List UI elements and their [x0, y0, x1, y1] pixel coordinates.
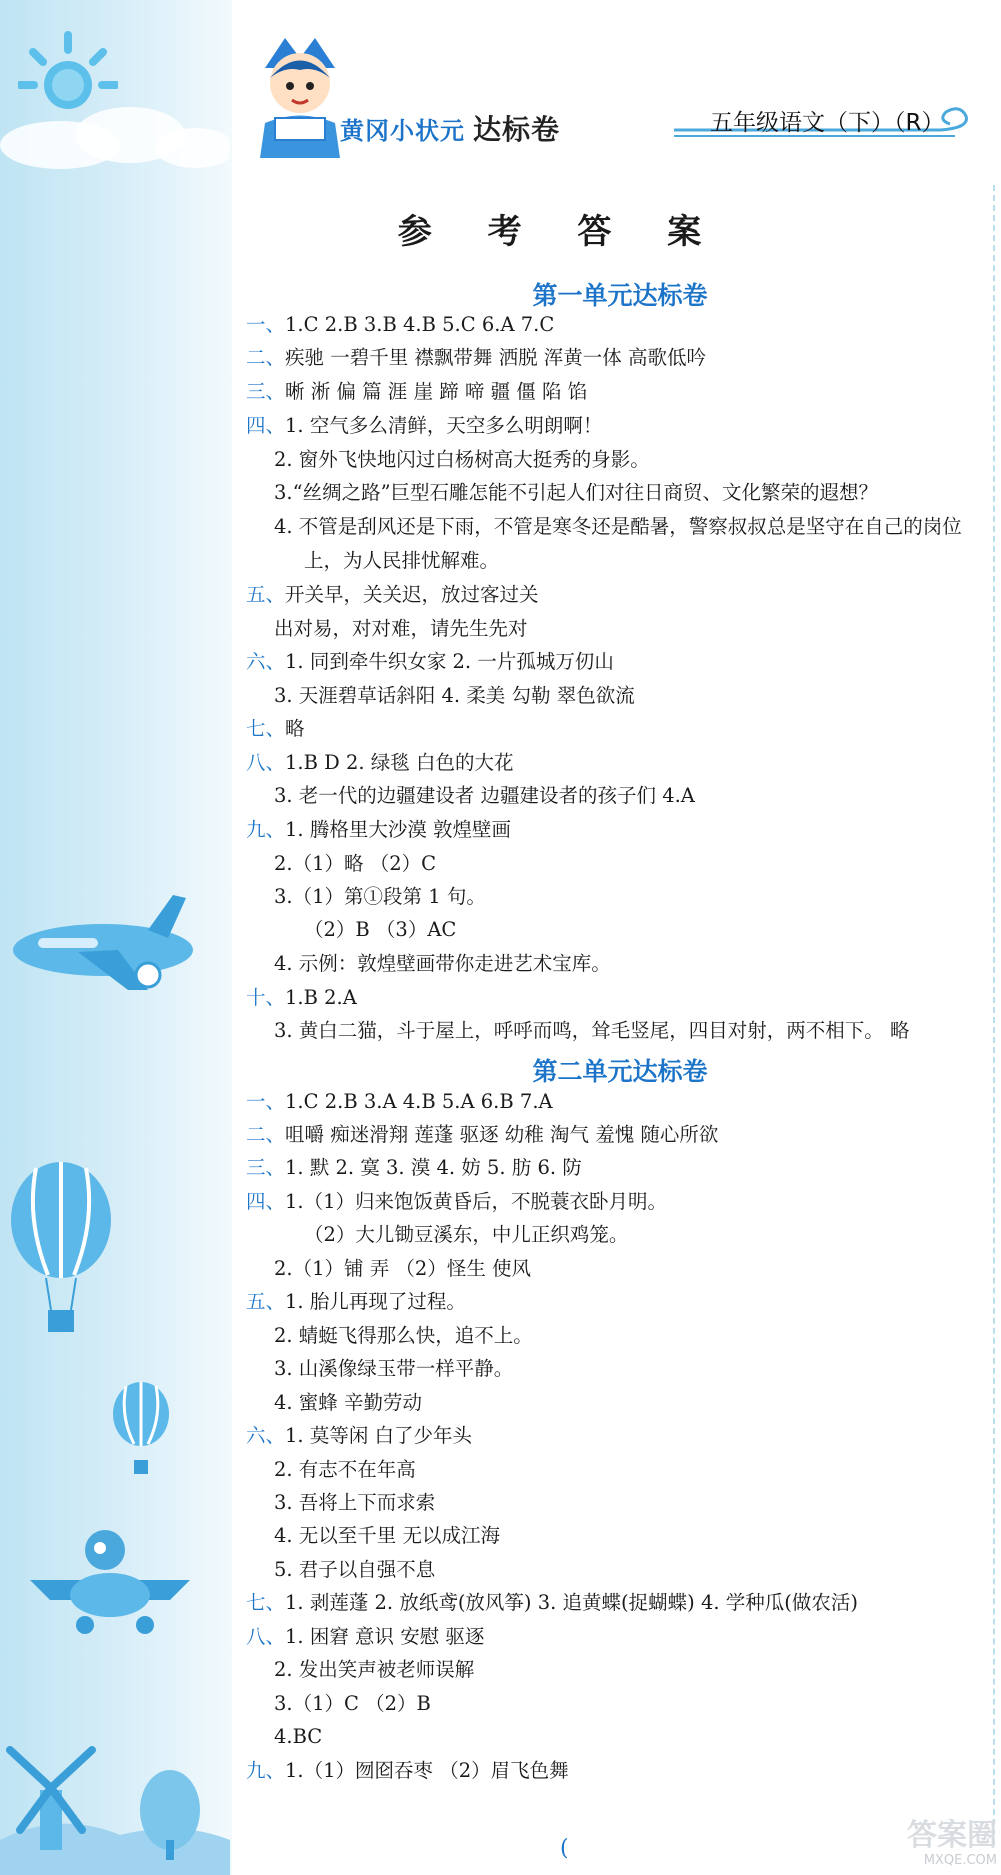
answer-line: 3.（1）第①段第 1 句。	[274, 885, 486, 908]
answer-line: 三、1. 默 2. 寞 3. 漠 4. 妨 5. 肪 6. 防	[246, 1156, 582, 1179]
answer-line: 九、1. 腾格里大沙漠 敦煌壁画	[246, 818, 512, 841]
answer-line: 十、1.B 2.A	[246, 986, 357, 1009]
page-edge-dashed-line	[993, 185, 995, 1845]
answer-line: 2.（1）略 （2）C	[274, 852, 437, 875]
answer-line: 2. 有志不在年高	[274, 1458, 416, 1481]
answer-line: 出对易，对对难，请先生先对	[274, 617, 528, 640]
windmill-landscape-icon	[0, 1730, 230, 1875]
answer-line: 二、咀嚼 痴迷滑翔 莲蓬 驱逐 幼稚 淘气 羞愧 随心所欲	[246, 1123, 719, 1146]
brand-suffix: 达标卷	[473, 113, 561, 146]
answer-line: 3. 吾将上下而求索	[274, 1491, 436, 1514]
answer-line: 五、开关早，关关迟，放过客过关	[246, 583, 539, 606]
answer-line: 五、1. 胎儿再现了过程。	[246, 1290, 466, 1313]
answer-line: 八、1.B D 2. 绿毯 白色的大花	[246, 751, 514, 774]
unit2-heading: 第二单元达标卷	[532, 1057, 708, 1086]
answer-line: 八、1. 困窘 意识 安慰 驱逐	[246, 1625, 485, 1648]
watermark-logo-text: 答案圈	[907, 1818, 997, 1853]
answer-line: 2. 蜻蜓飞得那么快，追不上。	[274, 1324, 533, 1347]
answer-line: 三、晰 淅 偏 篇 涯 崖 蹄 啼 疆 僵 陷 馅	[246, 380, 588, 403]
site-watermark	[877, 1819, 997, 1871]
answer-line: 上，为人民排忧解难。	[304, 549, 500, 572]
page-number-mark: (	[560, 1836, 569, 1861]
answer-line: 4.BC	[274, 1725, 323, 1748]
answer-line: 七、略	[246, 717, 305, 740]
page-title: 参 考 答 案	[397, 212, 724, 252]
grade-subject-label: 五年级语文（下）（R）	[710, 110, 945, 136]
answer-line: （2）大儿锄豆溪东，中儿正织鸡笼。	[304, 1223, 629, 1246]
brand-name: 黄冈小状元	[340, 117, 465, 145]
answer-line: 一、1.C 2.B 3.A 4.B 5.A 6.B 7.A	[246, 1090, 553, 1113]
cloud-icon	[0, 100, 230, 170]
answer-line: 九、1.（1）囫囵吞枣 （2）眉飞色舞	[246, 1759, 569, 1782]
answer-line: 4. 无以至千里 无以成江海	[274, 1524, 501, 1547]
toy-plane-bear-icon	[20, 1520, 200, 1640]
answer-line: 2. 发出笑声被老师误解	[274, 1658, 475, 1681]
answer-line: 4. 示例：敦煌壁画带你走进艺术宝库。	[274, 952, 611, 975]
airplane-icon	[8, 890, 208, 1000]
answer-line: 3.“丝绸之路”巨型石雕怎能不引起人们对往日商贸、文化繁荣的遐想？	[274, 481, 879, 504]
answer-line: 四、1.（1）归来饱饭黄昏后，不脱蓑衣卧月明。	[246, 1190, 668, 1213]
answer-line: 一、1.C 2.B 3.B 4.B 5.C 6.A 7.C	[246, 313, 555, 336]
brand-logo	[340, 108, 560, 148]
small-balloon-icon	[110, 1380, 172, 1480]
answer-line: 5. 君子以自强不息	[274, 1558, 436, 1581]
answer-line: 3. 老一代的边疆建设者 边疆建设者的孩子们 4.A	[274, 784, 695, 807]
answer-line: （2）B （3）AC	[304, 918, 457, 941]
answer-line: 2.（1）铺 弄 （2）怪生 使风	[274, 1257, 532, 1280]
answer-line: 3. 山溪像绿玉带一样平静。	[274, 1357, 514, 1380]
answer-line: 七、1. 剥莲蓬 2. 放纸鸢(放风筝) 3. 追黄蝶(捉蝴蝶) 4. 学种瓜(做农活)	[246, 1591, 858, 1614]
answer-line: 六、1. 同到牵牛织女家 2. 一片孤城万仞山	[246, 650, 614, 673]
answer-line: 4. 蜜蜂 辛勤劳动	[274, 1391, 423, 1414]
hot-air-balloon-icon	[6, 1160, 116, 1340]
answer-line: 4. 不管是刮风还是下雨，不管是寒冬还是酷暑，警察叔叔总是坚守在自己的岗位	[274, 515, 962, 538]
answer-line: 二、疾驰 一碧千里 襟飘带舞 洒脱 浑黄一体 高歌低吟	[246, 346, 707, 369]
answer-line: 四、1. 空气多么清鲜，天空多么明朗啊！	[246, 414, 603, 437]
answer-line: 六、1. 莫等闲 白了少年头	[246, 1424, 473, 1447]
answer-line: 3. 天涯碧草话斜阳 4. 柔美 勾勒 翠色欲流	[274, 684, 635, 707]
answer-line: 3. 黄白二猫，斗于屋上，呼呼而鸣，耸毛竖尾，四目对射，两不相下。 略	[274, 1019, 910, 1042]
watermark-url: MXQE.COM	[923, 1853, 997, 1868]
answer-line: 3.（1）C （2）B	[274, 1692, 431, 1715]
answer-line: 2. 窗外飞快地闪过白杨树高大挺秀的身影。	[274, 448, 650, 471]
unit1-heading: 第一单元达标卷	[532, 281, 708, 310]
